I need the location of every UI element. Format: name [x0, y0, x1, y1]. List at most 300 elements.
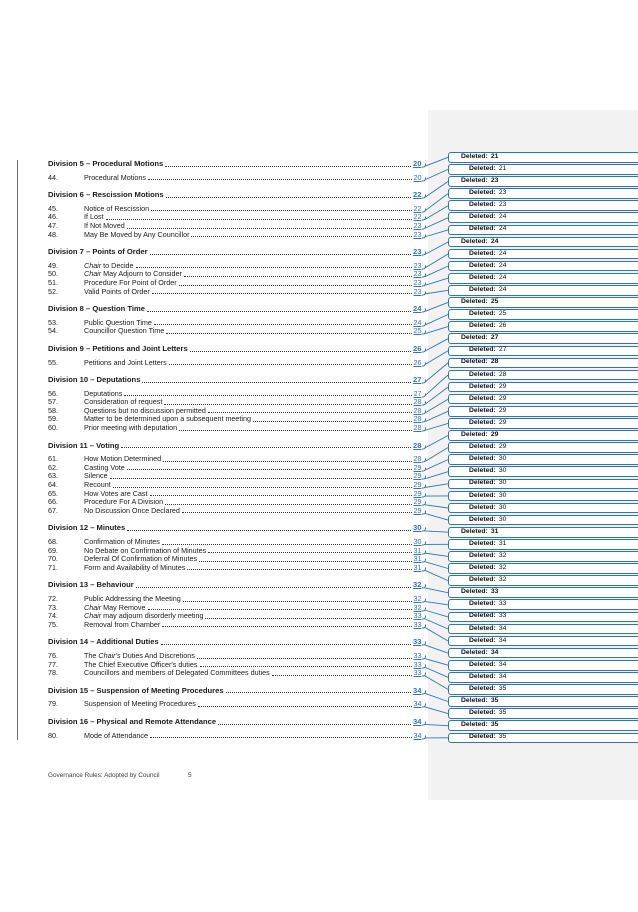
toc-item-number: 65. — [48, 488, 58, 498]
toc-item-title-part: Chair — [84, 602, 102, 612]
deleted-value: 32 — [498, 576, 507, 584]
toc-page-link[interactable]: 28 — [413, 454, 422, 464]
toc-item-title-part: Duties And Discretions — [120, 650, 195, 660]
deleted-label: Deleted: — [469, 273, 496, 281]
deleted-change-callout[interactable] — [448, 491, 638, 502]
change-mark-icon — [422, 559, 426, 563]
toc-page-link[interactable]: 28 — [413, 414, 422, 424]
toc-page-link[interactable]: 23 — [413, 247, 422, 257]
toc-leader-dots — [218, 724, 411, 725]
toc-page-link[interactable]: 34 — [413, 730, 422, 740]
deleted-change-callout[interactable] — [448, 672, 638, 683]
toc-leader-dots — [124, 395, 411, 396]
deleted-change-callout[interactable] — [448, 225, 638, 236]
toc-leader-dots — [253, 421, 411, 422]
toc-item-number: 61. — [48, 454, 58, 464]
change-mark-icon — [422, 428, 426, 432]
toc-item-title-part: How Motion Determined — [84, 454, 162, 464]
deleted-label: Deleted: — [469, 685, 496, 693]
change-mark-icon — [422, 380, 426, 384]
tracked-change-bar — [17, 160, 18, 740]
toc-item-number: 78. — [48, 668, 58, 678]
toc-item-title-part: Recount — [84, 480, 111, 490]
deleted-label: Deleted: — [469, 624, 496, 632]
change-mark-icon — [422, 690, 426, 694]
toc-item-title-part: If Not Moved — [84, 220, 125, 230]
change-mark-icon — [422, 208, 426, 212]
deleted-change-callout[interactable] — [448, 152, 638, 163]
change-mark-icon — [422, 234, 426, 238]
toc-page-link[interactable]: 33 — [413, 611, 422, 621]
deleted-change-callout[interactable] — [448, 599, 638, 610]
toc-leader-dots — [162, 626, 411, 627]
change-mark-icon — [422, 274, 426, 278]
footer-document-title: Governance Rules: Adopted by Council — [48, 772, 160, 779]
toc-division-row — [48, 376, 426, 385]
change-mark-icon — [422, 282, 426, 286]
deleted-change-callout[interactable] — [448, 563, 638, 574]
deleted-value: 35 — [498, 733, 507, 741]
deleted-value: 30 — [498, 503, 507, 511]
change-mark-icon — [422, 655, 426, 659]
deleted-change-callout[interactable] — [448, 321, 638, 332]
deleted-change-callout[interactable] — [448, 346, 638, 357]
toc-division-title: Division 16 – Physical and Remote Attendance — [48, 716, 217, 726]
change-mark-icon — [422, 721, 426, 725]
toc-division-row — [48, 687, 426, 696]
toc-item-number: 45. — [48, 203, 58, 213]
toc-leader-dots — [179, 285, 412, 286]
change-mark-icon — [422, 598, 426, 602]
change-mark-icon — [422, 735, 426, 739]
toc-page-link[interactable]: 25 — [413, 326, 422, 336]
change-mark-icon — [422, 664, 426, 668]
toc-item-number: 57. — [48, 397, 58, 407]
toc-item-title — [84, 700, 196, 709]
deleted-value: 34 — [490, 648, 499, 656]
toc-page-link[interactable]: 33 — [413, 659, 422, 669]
toc-division-title: Division 13 – Behaviour — [48, 580, 134, 590]
toc-page-link[interactable]: 23 — [413, 220, 422, 230]
toc-page-link[interactable]: 33 — [413, 650, 422, 660]
toc-page-link[interactable]: 32 — [413, 602, 422, 612]
toc-leader-dots — [200, 666, 412, 667]
toc-item-title — [84, 424, 177, 433]
deleted-value: 25 — [490, 298, 499, 306]
toc-leader-dots — [163, 461, 411, 462]
toc-item-row — [48, 174, 426, 183]
toc-page-link[interactable]: 26 — [413, 357, 422, 367]
deleted-value: 25 — [498, 310, 507, 318]
toc-item-title-part: Silence — [84, 471, 108, 481]
toc-item-number: 63. — [48, 471, 58, 481]
deleted-value: 24 — [498, 213, 507, 221]
toc-page-link[interactable]: 34 — [413, 699, 422, 709]
deleted-change-callout[interactable] — [448, 370, 638, 381]
deleted-label: Deleted: — [461, 358, 488, 366]
change-mark-icon — [422, 459, 426, 463]
deleted-change-callout[interactable] — [448, 636, 638, 647]
deleted-label: Deleted: — [469, 515, 496, 523]
toc-leader-dots — [148, 609, 412, 610]
deleted-label: Deleted: — [469, 285, 496, 293]
toc-division-title: Division 6 – Rescission Motions — [48, 190, 164, 200]
toc-division-title: Division 7 – Points of Order — [48, 247, 148, 257]
deleted-change-callout[interactable] — [448, 176, 638, 187]
toc-item-number: 53. — [48, 317, 58, 327]
toc-page-link[interactable]: 24 — [413, 304, 422, 314]
toc-page-link[interactable]: 31 — [413, 545, 422, 555]
toc-division-row — [48, 524, 426, 533]
toc-page-link[interactable]: 28 — [413, 423, 422, 433]
deleted-change-callout[interactable] — [448, 394, 638, 405]
toc-leader-dots — [151, 210, 411, 211]
toc-page-link[interactable]: 20 — [413, 172, 422, 182]
toc-leader-dots — [190, 351, 411, 352]
toc-page-link[interactable]: 29 — [413, 497, 422, 507]
toc-page-link[interactable]: 23 — [413, 286, 422, 296]
deleted-label: Deleted: — [469, 576, 496, 584]
toc-page-link[interactable]: 34 — [413, 716, 422, 726]
toc-division-row — [48, 160, 426, 169]
toc-leader-dots — [179, 430, 411, 431]
deleted-label: Deleted: — [469, 539, 496, 547]
toc-item-row — [48, 288, 426, 297]
deleted-label: Deleted: — [469, 261, 496, 269]
deleted-change-callout[interactable] — [448, 406, 638, 417]
toc-item-number: 56. — [48, 388, 58, 398]
toc-item-row — [48, 564, 426, 573]
deleted-label: Deleted: — [469, 660, 496, 668]
deleted-change-callout[interactable] — [448, 200, 638, 211]
toc-item-number: 68. — [48, 537, 58, 546]
deleted-value: 24 — [498, 273, 507, 281]
deleted-label: Deleted: — [469, 225, 496, 233]
toc-leader-dots — [162, 544, 412, 545]
toc-page-link[interactable]: 34 — [413, 685, 422, 695]
deleted-label: Deleted: — [469, 310, 496, 318]
deleted-change-callout[interactable] — [448, 612, 638, 623]
deleted-change-callout[interactable] — [448, 333, 638, 344]
deleted-label: Deleted: — [469, 394, 496, 402]
deleted-change-callout[interactable] — [448, 648, 638, 659]
toc-item-number: 48. — [48, 229, 58, 239]
toc-page-link[interactable]: 23 — [413, 229, 422, 239]
change-mark-icon — [422, 550, 426, 554]
toc-division-row — [48, 345, 426, 354]
toc-item-title-part: Chair — [84, 611, 102, 621]
toc-item-number: 58. — [48, 405, 58, 415]
change-mark-icon — [422, 476, 426, 480]
deleted-change-callout[interactable] — [448, 261, 638, 272]
deleted-label: Deleted: — [469, 382, 496, 390]
toc-page-link[interactable]: 22 — [413, 190, 422, 200]
toc-item-title — [84, 174, 146, 183]
toc-item-row — [48, 700, 426, 709]
toc-leader-dots — [169, 364, 412, 365]
deleted-value: 24 — [498, 261, 507, 269]
deleted-label: Deleted: — [461, 588, 488, 596]
deleted-label: Deleted: — [469, 733, 496, 741]
deleted-change-callout[interactable] — [448, 442, 638, 453]
deleted-label: Deleted: — [461, 431, 488, 439]
change-mark-icon — [422, 362, 426, 366]
toc-page-link[interactable]: 27 — [413, 388, 422, 398]
footer-page-number: 5 — [188, 772, 192, 779]
deleted-change-callout[interactable] — [448, 575, 638, 586]
deleted-change-callout[interactable] — [448, 527, 638, 538]
toc-page-link[interactable]: 28 — [413, 405, 422, 415]
toc-page-link[interactable]: 23 — [413, 260, 422, 270]
deleted-change-callout[interactable] — [448, 660, 638, 671]
deleted-change-callout[interactable] — [448, 696, 638, 707]
toc-division-title: Division 14 – Additional Duties — [48, 637, 159, 647]
toc-page-link[interactable]: 31 — [413, 554, 422, 564]
toc-item-number: 59. — [48, 414, 58, 424]
toc-division-row — [48, 305, 426, 314]
toc-item-number: 44. — [48, 172, 58, 182]
toc-page-link[interactable]: 29 — [413, 488, 422, 498]
deleted-value: 29 — [498, 382, 507, 390]
toc-item-title-part: May Remove — [101, 602, 146, 612]
toc-page-link[interactable]: 29 — [413, 462, 422, 472]
deleted-label: Deleted: — [461, 237, 488, 245]
toc-leader-dots — [166, 333, 411, 334]
toc-item-title-part: Petitions and Joint Letters — [84, 357, 167, 367]
deleted-change-callout[interactable] — [448, 237, 638, 248]
deleted-change-callout[interactable] — [448, 430, 638, 441]
toc-page-link[interactable]: 28 — [413, 397, 422, 407]
deleted-value: 30 — [498, 467, 507, 475]
deleted-change-callout[interactable] — [448, 188, 638, 199]
deleted-change-callout[interactable] — [448, 503, 638, 514]
toc-division-row — [48, 638, 426, 647]
deleted-value: 34 — [498, 624, 507, 632]
toc-division-row — [48, 191, 426, 200]
toc-item-title-part: Prior meeting with deputation — [84, 423, 178, 433]
toc-page-link[interactable]: 30 — [413, 523, 422, 533]
deleted-label: Deleted: — [469, 672, 496, 680]
toc-item-row — [48, 669, 426, 678]
deleted-change-callout[interactable] — [448, 515, 638, 526]
toc-leader-dots — [208, 552, 411, 553]
toc-item-title-part: The — [84, 650, 99, 660]
toc-item-title-part: No Discussion Once Declared — [84, 505, 180, 515]
toc-leader-dots — [152, 293, 412, 294]
toc-item-number: 67. — [48, 505, 58, 515]
toc-item-title-part: How Votes are Cast — [84, 488, 148, 498]
deleted-change-callout[interactable] — [448, 454, 638, 465]
change-mark-icon — [422, 607, 426, 611]
deleted-change-callout[interactable] — [448, 708, 638, 719]
deleted-change-callout[interactable] — [448, 684, 638, 695]
change-mark-icon — [422, 624, 426, 628]
toc-page-link[interactable]: 33 — [413, 668, 422, 678]
toc-page-link[interactable]: 22 — [413, 212, 422, 222]
deleted-change-callout[interactable] — [448, 273, 638, 284]
deleted-value: 23 — [498, 201, 507, 209]
deleted-value: 33 — [498, 600, 507, 608]
deleted-change-callout[interactable] — [448, 466, 638, 477]
deleted-label: Deleted: — [461, 298, 488, 306]
toc-item-number: 75. — [48, 619, 58, 629]
toc-item-title-part: Casting Vote — [84, 462, 125, 472]
deleted-change-callout[interactable] — [448, 285, 638, 296]
deleted-value: 34 — [498, 660, 507, 668]
deleted-change-callout[interactable] — [448, 587, 638, 598]
toc-page-link[interactable]: 27 — [413, 375, 422, 385]
deleted-value: 24 — [498, 285, 507, 293]
toc-leader-dots — [121, 447, 411, 448]
toc-page-link[interactable]: 24 — [413, 317, 422, 327]
toc-item-title-part: Consideration of request — [84, 397, 163, 407]
toc-page-link[interactable]: 29 — [413, 480, 422, 490]
toc-page-link[interactable]: 23 — [413, 277, 422, 287]
deleted-label: Deleted: — [469, 164, 496, 172]
deleted-change-callout[interactable] — [448, 551, 638, 562]
toc-item-title — [84, 288, 150, 297]
toc-page-link[interactable]: 20 — [413, 159, 422, 168]
toc-item-number: 69. — [48, 545, 58, 555]
toc-item-row — [48, 732, 426, 741]
deleted-value: 27 — [490, 334, 499, 342]
change-mark-icon — [422, 309, 426, 313]
deleted-label: Deleted: — [469, 564, 496, 572]
toc-item-title-part: Chair's — [98, 650, 121, 660]
change-mark-icon — [422, 528, 426, 532]
deleted-label: Deleted: — [469, 612, 496, 620]
toc-page-link[interactable]: 33 — [413, 637, 422, 647]
deleted-change-callout[interactable] — [448, 212, 638, 223]
toc-item-number: 55. — [48, 357, 58, 367]
toc-page-link[interactable]: 32 — [413, 593, 422, 603]
toc-leader-dots — [165, 166, 411, 167]
toc-item-title-part: Deferral Of Confirmation of Minutes — [84, 554, 198, 564]
change-mark-icon — [422, 502, 426, 506]
toc-page-link[interactable]: 29 — [413, 505, 422, 515]
toc-item-title-part: The Chief Executive Officer's duties — [84, 659, 198, 669]
toc-page-link[interactable]: 22 — [413, 203, 422, 213]
deleted-value: 35 — [498, 709, 507, 717]
change-mark-icon — [422, 616, 426, 620]
toc-leader-dots — [154, 324, 412, 325]
deleted-label: Deleted: — [461, 721, 488, 729]
deleted-label: Deleted: — [461, 527, 488, 535]
deleted-change-callout[interactable] — [448, 297, 638, 308]
change-mark-icon — [422, 542, 426, 546]
deleted-change-callout[interactable] — [448, 418, 638, 429]
toc-leader-dots — [150, 737, 412, 738]
deleted-label: Deleted: — [469, 551, 496, 559]
toc-page-link[interactable]: 30 — [413, 537, 422, 546]
toc-item-number: 70. — [48, 554, 58, 564]
toc-division-title: Division 11 – Voting — [48, 440, 120, 450]
deleted-change-callout[interactable] — [448, 720, 638, 731]
toc-page-link[interactable]: 26 — [413, 343, 422, 353]
toc-item-number: 76. — [48, 650, 58, 660]
deleted-change-callout[interactable] — [448, 382, 638, 393]
deleted-change-callout[interactable] — [448, 733, 638, 744]
change-mark-icon — [422, 467, 426, 471]
deleted-change-callout[interactable] — [448, 539, 638, 550]
toc-division-title: Division 12 – Minutes — [48, 523, 126, 533]
deleted-value: 29 — [498, 406, 507, 414]
toc-item-title-part: Notice of Rescission — [84, 203, 150, 213]
deleted-value: 31 — [498, 539, 507, 547]
toc-item-title-part: Procedure For A Division — [84, 497, 164, 507]
deleted-label: Deleted: — [469, 709, 496, 717]
toc-leader-dots — [197, 658, 412, 659]
deleted-value: 35 — [490, 697, 499, 705]
toc-item-title-part: Councillor Question Time — [84, 326, 165, 336]
toc-leader-dots — [165, 504, 411, 505]
change-mark-icon — [422, 485, 426, 489]
deleted-change-callout[interactable] — [448, 358, 638, 369]
deleted-value: 32 — [498, 551, 507, 559]
toc-item-number: 46. — [48, 212, 58, 222]
toc-division-row — [48, 581, 426, 590]
toc-leader-dots — [272, 675, 412, 676]
change-mark-icon — [422, 393, 426, 397]
toc-leader-dots — [182, 512, 412, 513]
deleted-change-callout[interactable] — [448, 624, 638, 635]
toc-page-link[interactable]: 28 — [413, 440, 422, 450]
deleted-change-callout[interactable] — [448, 309, 638, 320]
deleted-value: 29 — [498, 443, 507, 451]
deleted-label: Deleted: — [469, 370, 496, 378]
toc-item-number: 72. — [48, 593, 58, 603]
deleted-value: 29 — [490, 431, 499, 439]
change-mark-icon — [422, 252, 426, 256]
toc-item-title-part: Mode of Attendance — [84, 730, 148, 740]
toc-item-title-part: may adjourn disorderly meeting — [101, 611, 204, 621]
toc-division-title: Division 5 – Procedural Motions — [48, 159, 164, 168]
deleted-value: 30 — [498, 491, 507, 499]
deleted-change-callout[interactable] — [448, 249, 638, 260]
toc-item-row — [48, 327, 426, 336]
deleted-value: 27 — [498, 346, 507, 354]
toc-page-link[interactable]: 23 — [413, 269, 422, 279]
toc-division-row — [48, 442, 426, 451]
toc-page-link[interactable]: 31 — [413, 562, 422, 572]
deleted-label: Deleted: — [461, 648, 488, 656]
toc-item-number: 77. — [48, 659, 58, 669]
deleted-change-callout[interactable] — [448, 164, 638, 175]
toc-division-row — [48, 248, 426, 257]
toc-leader-dots — [127, 228, 412, 229]
change-mark-icon — [422, 493, 426, 497]
toc-leader-dots — [110, 478, 412, 479]
change-mark-icon — [422, 291, 426, 295]
deleted-label: Deleted: — [469, 636, 496, 644]
toc-item-title-part: Removal from Chamber — [84, 619, 161, 629]
change-mark-icon — [422, 585, 426, 589]
toc-item-title-part: Suspension of Meeting Procedures — [84, 699, 196, 709]
deleted-change-callout[interactable] — [448, 479, 638, 490]
deleted-value: 34 — [498, 672, 507, 680]
toc-leader-dots — [150, 495, 412, 496]
toc-page-link[interactable]: 33 — [413, 619, 422, 629]
toc-page-link[interactable]: 32 — [413, 580, 422, 590]
deleted-value: 24 — [490, 237, 499, 245]
toc-page-link[interactable]: 29 — [413, 471, 422, 481]
deleted-label: Deleted: — [461, 697, 488, 705]
toc-division-title: Division 15 – Suspension of Meeting Procedures — [48, 685, 224, 695]
deleted-label: Deleted: — [469, 213, 496, 221]
change-mark-icon — [422, 704, 426, 708]
toc-leader-dots — [142, 382, 411, 383]
deleted-value: 32 — [498, 564, 507, 572]
